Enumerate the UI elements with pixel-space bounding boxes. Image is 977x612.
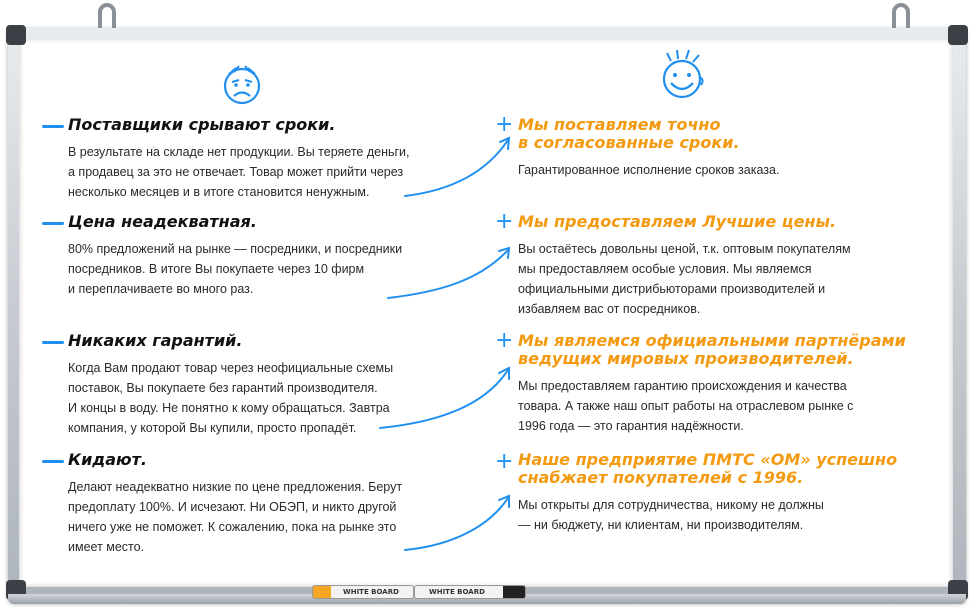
curved-arrow (499, 368, 509, 379)
solution-title: Мы предоставляем Лучшие цены. (518, 212, 837, 231)
problem-line: имеет место. (68, 540, 145, 554)
solution-title: Мы поставляем точно (518, 115, 721, 134)
problem-line: И концы в воду. Не понятно к кому обращаться. Завтра (68, 401, 390, 415)
plus-mark: + (495, 328, 514, 353)
plus-mark: + (495, 209, 514, 234)
solution-line: избавляем вас от посредников. (518, 302, 701, 316)
solution-title: ведущих мировых производителей. (518, 349, 854, 368)
problem-line: посредников. В итоге Вы покупаете через 10 фирм (68, 262, 365, 276)
curved-arrow (380, 370, 508, 428)
problem-line: Делают неадекватно низкие по цене предложения. Берут (68, 480, 403, 494)
problem-line: 80% предложений на рынке — посредники, и посредники (68, 242, 403, 256)
problem-title: Кидают. (68, 450, 147, 469)
problem-line: компания, у которой Вы купили, просто пропадёт. (68, 421, 357, 435)
problem-title: Цена неадекватная. (68, 212, 257, 231)
problem-line: Когда Вам продают товар через неофициальные схемы (68, 361, 394, 375)
problem-line: а продавец за это не отвечает. Товар может прийти через (68, 165, 404, 179)
problem-title: Поставщики срывают сроки. (68, 115, 336, 134)
solution-line: мы предоставляем особые условия. Мы являемся (518, 262, 812, 276)
solution-line: — ни бюджету, ни клиентам, ни производителям. (518, 518, 804, 532)
plus-mark: + (495, 112, 514, 137)
solution-title: Наше предприятие ПМТС «ОМ» успешно (518, 450, 898, 469)
solution-line: Мы открыты для сотрудничества, никому не должны (518, 498, 824, 512)
solution-title: снабжает покупателей с 1996. (518, 468, 804, 487)
curved-arrow (499, 496, 509, 507)
solution-line: товара. А также наш опыт работы на отраслевом рынке с (518, 399, 854, 413)
solution-line: официальными дистрибьюторами производителей и (518, 282, 826, 296)
problem-line: ничего уже не поможет. К сожалению, пока на рынке это (68, 520, 397, 534)
curved-arrow (388, 250, 508, 298)
solution-line: Вы остаётесь довольны ценой, т.к. оптовым покупателям (518, 242, 851, 256)
solution-line: 1996 года — это гарантия надёжности. (518, 419, 744, 433)
curved-arrow (405, 498, 508, 550)
marker-black: WHITE BOARD (414, 585, 526, 599)
plus-mark: + (495, 449, 514, 474)
problem-line: и переплачиваете во много раз. (68, 282, 254, 296)
solution-title: в согласованные сроки. (518, 133, 740, 152)
problem-line: В результате на складе нет продукции. Вы теряете деньги, (68, 145, 410, 159)
solution-line: Мы предоставляем гарантию происхождения и качества (518, 379, 847, 393)
solution-title: Мы являемся официальными партнёрами (518, 331, 906, 350)
problem-line: поставок, Вы покупаете без гарантий производителя. (68, 381, 378, 395)
problem-line: несколько месяцев и в итоге становится ненужным. (68, 185, 370, 199)
problem-line: предоплату 100%. И исчезают. Ни ОБЭП, и никто другой (68, 500, 397, 514)
problem-title: Никаких гарантий. (68, 331, 243, 350)
curved-arrow (405, 140, 508, 196)
marker-orange: WHITE BOARD (312, 585, 414, 599)
solution-line: Гарантированное исполнение сроков заказа. (518, 163, 780, 177)
